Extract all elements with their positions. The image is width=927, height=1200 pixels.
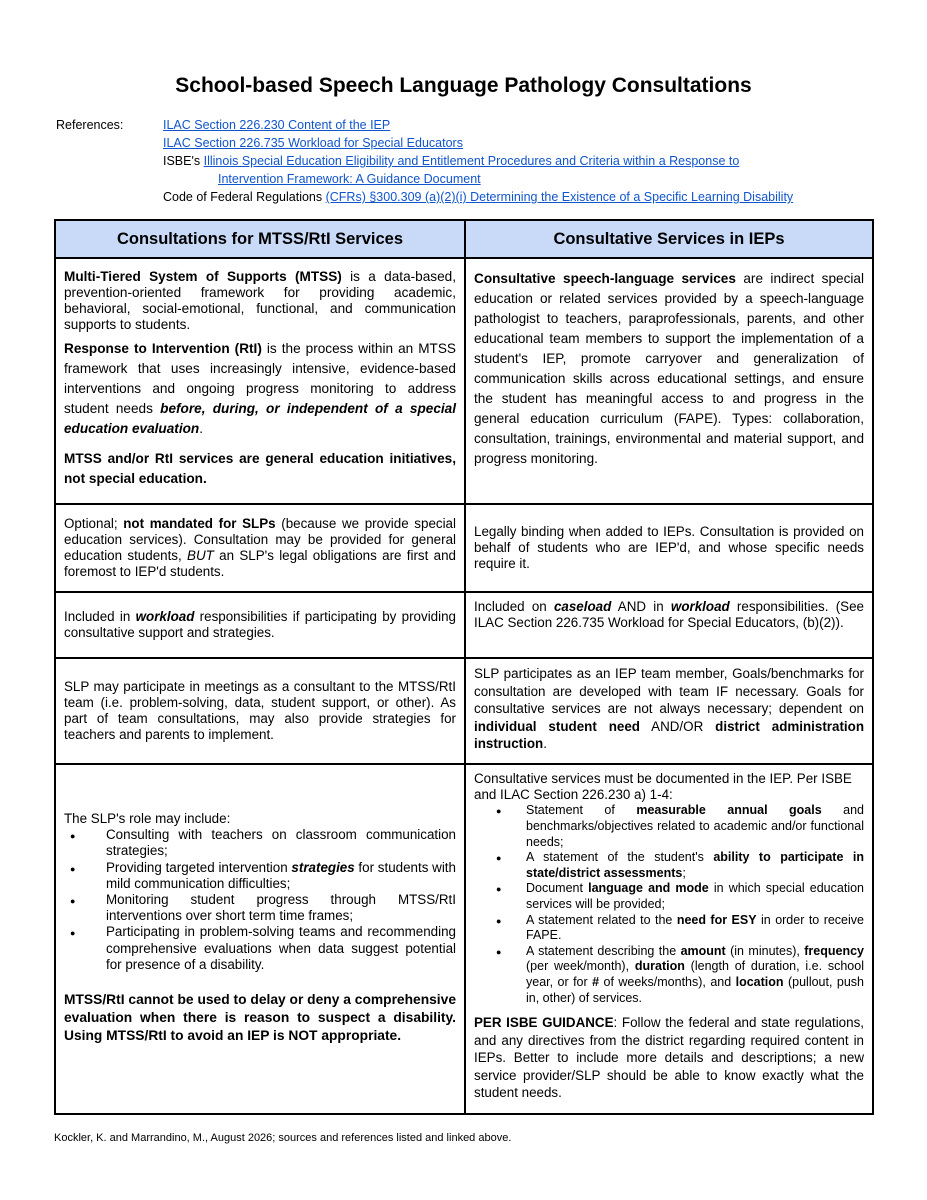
- workload-emphasis-right: workload: [670, 599, 730, 614]
- location-bold: location: [735, 974, 784, 989]
- team-member-end: .: [543, 736, 547, 751]
- list-item: [86, 827, 456, 859]
- workload-text: Included in: [64, 608, 136, 624]
- role-item-4: Participating in problem-solving teams and recommending comprehensive evaluations when data suggest potential for presence of a disability.: [106, 924, 456, 972]
- mtss-general-ed-note: MTSS and/or RtI services are general education initiatives, not special education.: [64, 451, 456, 486]
- rti-emphasis: before, during, or independent of a special education evaluation: [64, 401, 456, 436]
- rti-end: .: [199, 421, 203, 436]
- team-member-text-2: AND/OR: [639, 718, 716, 734]
- language-mode-bold: language and mode: [588, 881, 709, 896]
- doc-item-4: A statement related to the: [526, 912, 677, 927]
- list-item: [512, 803, 864, 850]
- mtss-term: Multi-Tiered System of Supports (MTSS): [64, 269, 342, 284]
- ref-link-ilac-226-735[interactable]: ILAC Section 226.735 Workload for Special Educators: [163, 136, 463, 150]
- references-block: [56, 116, 876, 206]
- isbe-guidance-bold: PER ISBE GUIDANCE: [474, 1015, 614, 1031]
- list-item: [512, 944, 864, 1006]
- cell-iep-team-member: [465, 658, 873, 764]
- mtss-cannot-delay-warning: MTSS/RtI cannot be used to delay or deny a comprehensive evaluation when there is reason to suspect a disability. Using MTSS/RtI to avoid an IEP is NOT appropriate.: [64, 992, 456, 1044]
- optional-text-3: an SLP's legal obligations are first and foremost to IEP'd students.: [64, 548, 456, 580]
- role-item-2-end: for students with mild communication difficulties;: [106, 859, 456, 891]
- list-item: [86, 924, 456, 973]
- individual-need-bold: individual student need: [474, 718, 640, 734]
- doc-item-5: A statement describing the: [526, 943, 681, 958]
- caseload-text: Included on: [474, 599, 554, 614]
- doc-item-5-b: (in minutes),: [725, 943, 805, 958]
- cell-consultative-definition: [465, 258, 873, 504]
- comparison-table: [54, 219, 874, 1115]
- doc-item-2-end: ;: [682, 865, 686, 880]
- cell-iep-legally-binding: [465, 504, 873, 592]
- mtss-definition-text: is a data-based, prevention-oriented framework for providing academic, behavioral, social-emotional, functional, and communication supports to students.: [64, 269, 456, 332]
- doc-item-3-end: in which special education services will be provided;: [526, 881, 864, 911]
- but-italic: BUT: [187, 548, 214, 563]
- rti-definition-text: is the process within an MTSS framework that uses increasingly intensive, evidence-based interventions and ongoing progress monitoring to address student needs: [64, 341, 456, 416]
- optional-text-2: (because we provide special education services). Consultation may be provided for general education students,: [64, 515, 456, 563]
- doc-item-5-f: (pullout, push in, other) of services.: [526, 974, 864, 1005]
- footer-citation: Kockler, K. and Marrandino, M., August 2026; sources and references listed and linked above.: [54, 1132, 512, 1144]
- not-mandated-bold: not mandated for SLPs: [123, 515, 276, 531]
- strategies-emphasis: strategies: [291, 859, 355, 875]
- ref-cfr-line: [163, 188, 793, 206]
- list-item: [512, 913, 864, 944]
- doc-item-1: Statement of: [526, 803, 637, 818]
- cell-mtss-meetings: [55, 658, 465, 764]
- ref-cfr-prefix: Code of Federal Regulations: [163, 190, 326, 204]
- list-item: [512, 881, 864, 912]
- ref-link-ilac-226-230[interactable]: ILAC Section 226.230 Content of the IEP: [163, 118, 391, 132]
- list-item: [86, 860, 456, 892]
- table-row: [55, 504, 873, 592]
- cell-iep-documentation: [465, 764, 873, 1114]
- caseload-text-2: AND in: [611, 599, 671, 614]
- table-row: [55, 258, 873, 504]
- consultative-term: Consultative speech-language services: [474, 271, 736, 286]
- role-item-3: Monitoring student progress through MTSS/RtI interventions over short term time frames;: [106, 892, 456, 924]
- doc-item-5-c: (per week/month),: [526, 959, 635, 974]
- ref-link-isbe-guidance-cont[interactable]: Intervention Framework: A Guidance Document: [218, 172, 481, 186]
- ref-isbe-line: [163, 152, 739, 170]
- caseload-text-3: responsibilities. (See ILAC Section 226.735 Workload for Special Educators, (b)(2)).: [474, 599, 864, 631]
- measurable-goals-bold: measurable annual goals: [636, 803, 822, 818]
- cell-slp-role: [55, 764, 465, 1114]
- references-label: References:: [56, 118, 124, 132]
- assessments-bold: ability to participate in state/district assessments: [526, 850, 864, 880]
- frequency-bold: frequency: [804, 943, 864, 958]
- team-member-text: SLP participates as an IEP team member, Goals/benchmarks for consultation are developed with team IF necessary. Goals for consultative services are not always necessary; dependent on: [474, 666, 864, 716]
- table-row: [55, 592, 873, 658]
- header-mtss-rti: Consultations for MTSS/RtI Services: [55, 220, 465, 258]
- doc-item-5-d: (length of duration, i.e. school year, or for: [526, 959, 864, 989]
- duration-bold: duration: [634, 959, 685, 974]
- consultative-definition-text: are indirect special education or related services provided by a speech-language pathologist to teachers, paraprofessionals, parents, and other educational team members to support the implementation of a student's IEP, promote carryover and generalization of communication skills across educational settings, and ensure the student has meaningful access to and progress in the general education curriculum (FAPE). Types: collaboration, consultation, trainings, environmental and material support, and progress monitoring.: [474, 271, 864, 466]
- doc-item-5-e: of weeks/months), and: [599, 974, 736, 989]
- table-header-row: [55, 220, 873, 258]
- list-item: [512, 850, 864, 881]
- documentation-intro: Consultative services must be documented in the IEP. Per ISBE and ILAC Section 226.230 a) 1-4:: [474, 771, 852, 803]
- ref-link-isbe-guidance[interactable]: Illinois Special Education Eligibility and Entitlement Procedures and Criteria within a Response to: [203, 154, 740, 168]
- cell-iep-caseload: [465, 592, 873, 658]
- optional-text: Optional;: [64, 515, 124, 531]
- ref-link-cfr[interactable]: (CFRs) §300.309 (a)(2)(i) Determining the Existence of a Specific Learning Disability: [325, 190, 794, 204]
- cell-mtss-optional: [55, 504, 465, 592]
- role-item-2: Providing targeted intervention: [106, 859, 292, 875]
- number-bold: #: [592, 974, 600, 989]
- role-list: [64, 827, 456, 973]
- legally-binding-text: Legally binding when added to IEPs. Consultation is provided on behalf of students who are IEP'd, and whose specific needs require it.: [474, 523, 864, 572]
- workload-text-2: responsibilities if participating by providing consultative support and strategies.: [64, 608, 456, 640]
- amount-bold: amount: [680, 943, 726, 958]
- rti-term: Response to Intervention (RtI): [64, 341, 262, 356]
- table-row: [55, 658, 873, 764]
- list-item: [86, 892, 456, 924]
- role-item-1: Consulting with teachers on classroom communication strategies;: [106, 827, 456, 859]
- doc-item-4-end: in order to receive FAPE.: [526, 912, 864, 943]
- role-intro: The SLP's role may include:: [64, 811, 231, 826]
- documentation-list: [474, 803, 864, 1006]
- cell-mtss-definition: [55, 258, 465, 504]
- page-title: School-based Speech Language Pathology Consultations: [175, 74, 752, 97]
- doc-item-2: A statement of the student's: [526, 850, 714, 865]
- doc-item-1-end: and benchmarks/objectives related to academic and/or functional needs;: [526, 803, 864, 849]
- doc-item-3: Document: [526, 881, 589, 896]
- esy-bold: need for ESY: [676, 912, 757, 927]
- caseload-emphasis: caseload: [553, 599, 612, 614]
- meetings-text: SLP may participate in meetings as a consultant to the MTSS/RtI team (i.e. problem-solving, data, student support, or other). As part of team consultations, may also provide strategies for teachers and parents to implement.: [64, 678, 456, 743]
- workload-emphasis: workload: [135, 608, 195, 624]
- isbe-guidance-text: : Follow the federal and state regulations, and any directives from the district regarding required content in IEPs. Better to include more details and descriptions; a new service provider/SLP should be able to know exactly what the student needs.: [474, 1015, 864, 1101]
- district-admin-bold: district administration instruction: [474, 718, 865, 751]
- header-iep-consultative: Consultative Services in IEPs: [465, 220, 873, 258]
- cell-mtss-workload: [55, 592, 465, 658]
- table-row: [55, 764, 873, 1114]
- ref-isbe-prefix: ISBE's: [163, 154, 204, 168]
